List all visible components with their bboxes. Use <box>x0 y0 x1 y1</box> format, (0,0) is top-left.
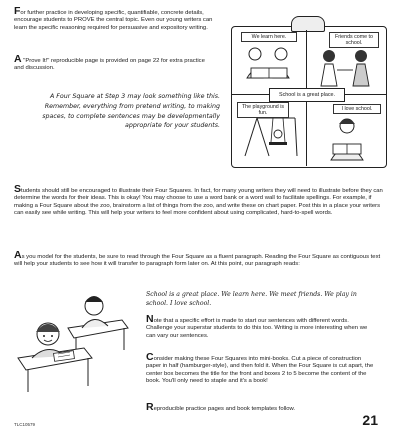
clip-hook-icon <box>291 16 325 32</box>
initial-letter: C <box>146 351 154 363</box>
body-paragraph-5: Note that a specific effort is made to start our sentences with different words. Challenge your superstar students to do this too. Writing is more interesting when we can vary our sentences. <box>146 313 368 339</box>
initial-letter: F <box>14 5 21 17</box>
square-top-left-label: We learn here. <box>241 32 297 42</box>
friends-icon <box>311 46 381 90</box>
kids-reading-icon <box>235 38 303 88</box>
body-paragraph-6: Consider making these Four Squares into mini-books. Cut a piece of construction paper in half (hamburger-style), and then fold it. When the Four Square is cut apart, the center box becomes the title for the front and boxes 2 to 5 become the content of the book. You'll only need to staple and it's a book! <box>146 351 374 385</box>
page-number: 21 <box>362 412 378 428</box>
four-square-card <box>229 16 389 168</box>
initial-letter: R <box>146 401 154 413</box>
kids-at-desks-illustration <box>14 288 132 394</box>
initial-letter: A <box>14 249 22 261</box>
initial-letter: N <box>146 313 154 325</box>
body-paragraph-3: Students should still be encouraged to illustrate their Four Squares. In fact, for many young writers they will need to illustrate before they can determine the words for their ideas. This is okay! You may choose to use a word bank or a word wall to facilitate spellings. For example, if making a Four Square about the zoo, brainstorm a list of things from the zoo, and write these on chart paper. Post this in a place your writers can easily see while writing. This will help your writers to feel more confident about using complicated, hard-to-spell words. <box>14 183 383 217</box>
intro-paragraph-1: For further practice in developing specific, quantifiable, concrete details, encourage students to PROVE the central topic. Even our young writers can learn the specific reasoning required for persuasive and expository writing. <box>14 5 213 31</box>
girl-reading-icon <box>313 114 381 164</box>
intro-paragraph-2: A "Prove It!" reproducible page is provided on page 22 for extra practice and discussion. <box>14 53 205 72</box>
footer-code: TLC10579 <box>14 422 36 427</box>
square-center-label: School is a great place. <box>269 88 345 102</box>
sample-paragraph: School is a great place. We learn here. We meet friends. We play in school. I love school. <box>146 291 357 308</box>
square-bottom-left-label: The playground is fun. <box>237 102 289 118</box>
square-top-right-label: Friends come to school. <box>329 32 379 48</box>
playground-icon <box>237 112 303 162</box>
initial-letter: A <box>14 53 22 65</box>
initial-letter: S <box>14 183 22 195</box>
callout-text: A Four Square at Step 3 may look something like this. Remember, everything from pretend writing, to making spaces, to complete sentences may be developmentally appropriate for your students. <box>42 93 220 130</box>
square-bottom-right-label: I love school. <box>333 104 381 114</box>
body-paragraph-4: As you model for the students, be sure to read through the Four Square as a fluent paragraph. Reading the Four Square as contiguous text will help your students to see how it will transfer to paragraph form later on. At this point, our paragraph reads: <box>14 249 381 268</box>
body-paragraph-7: Reproducible practice pages and book templates follow. <box>146 401 296 413</box>
